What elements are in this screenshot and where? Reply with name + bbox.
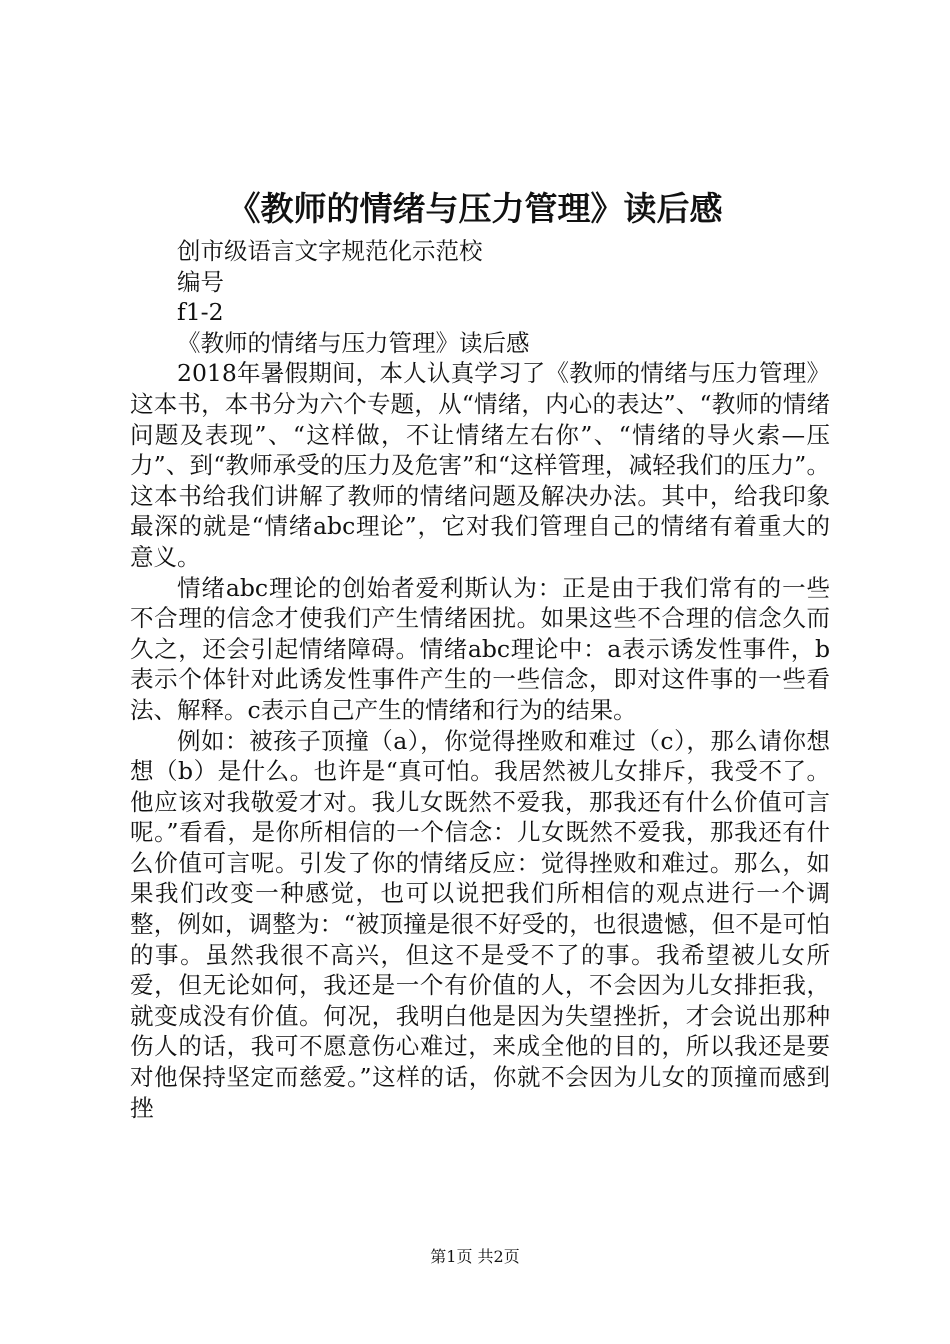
paragraph-example: 例如：被孩子顶撞（a），你觉得挫败和难过（c），那么请你想想（b）是什么。也许是“真可怕。我居然被儿女排斥，我受不了。他应该对我敬爱才对。我儿女既然不爱我，那我还有什么价值可言呢。”看看，是你所相信的一个信念：儿女既然不爱我，那我还有什么价值可言呢。引发了你的情绪反应：觉得挫败和难过。那么，如果我们改变一种感觉，也可以说把我们所相信的观点进行一个调整，例如，调整为：“被顶撞是很不好受的，也很遗憾，但不是可怕的事。虽然我很不高兴，但这不是受不了的事。我希望被儿女所爱，但无论如何，我还是一个有价值的人，不会因为儿女排拒我，就变成没有价值。何况，我明白他是因为失望挫折，才会说出那种伤人的话，我可不愿意伤心难过，来成全他的目的，所以我还是要对他保持坚定而慈爱。”这样的话，你就不会因为儿女的顶撞而感到挫 (130, 726, 830, 1122)
paragraph-subtitle: 《教师的情绪与压力管理》读后感 (177, 328, 530, 357)
paragraph-school: 创市级语言文字规范化示范校 (177, 237, 483, 265)
paragraph-abc-theory: 情绪abc理论的创始者爱利斯认为：正是由于我们常有的一些不合理的信念才使我们产生情绪困扰。如果这些不合理的信念久而久之，还会引起情绪障碍。情绪abc理论中：a表示诱发性事件，b表示个体针对此诱发性事件产生的一些信念，即对这件事的一些看法、解释。c表示自己产生的情绪和行为的结果。 (130, 573, 830, 724)
paragraph-number-label: 编号 (177, 267, 224, 296)
document-body (130, 236, 830, 1123)
page-footer: 第1页 共2页 (430, 1247, 520, 1266)
paragraph-intro: 2018年暑假期间，本人认真学习了《教师的情绪与压力管理》这本书，本书分为六个专题，从“情绪，内心的表达”、“教师的情绪问题及表现”、“这样做，不让情绪左右你”、“情绪的导火索—压力”、到“教师承受的压力及危害”和“这样管理，减轻我们的压力”。这本书给我们讲解了教师的情绪问题及解决办法。其中，给我印象最深的就是“情绪abc理论”，它对我们管理自己的情绪有着重大的意义。 (130, 359, 830, 571)
document-title: 《教师的情绪与压力管理》读后感 (227, 189, 723, 228)
paragraph-number-value: f1-2 (177, 298, 224, 327)
